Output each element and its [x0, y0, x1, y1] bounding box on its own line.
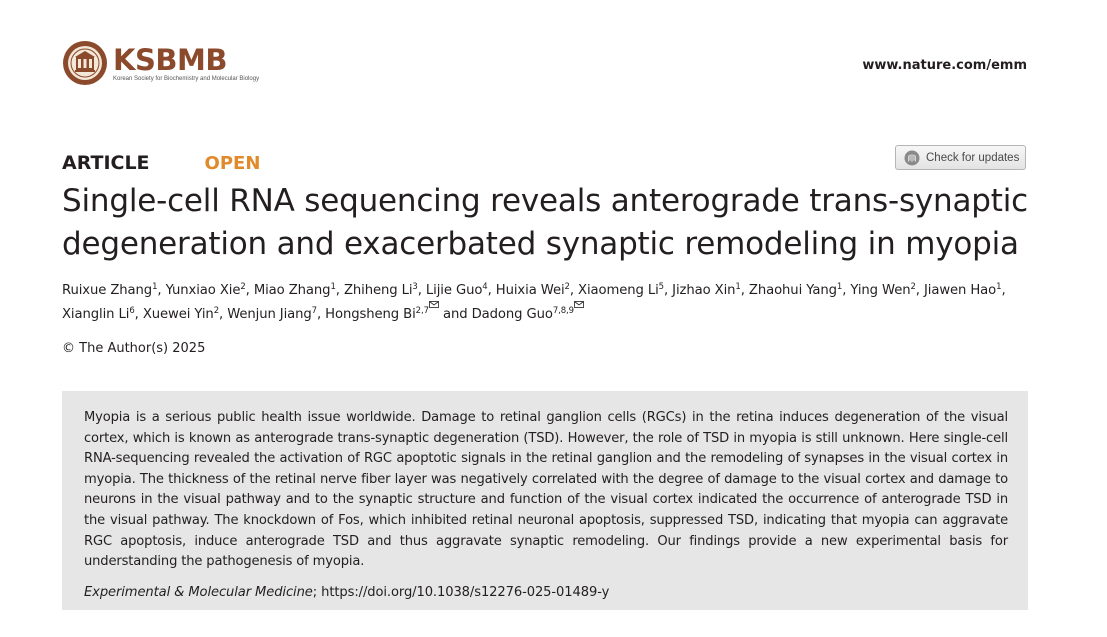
author-separator: ,	[569, 283, 579, 298]
abstract-text: Myopia is a serious public health issue worldwide. Damage to retinal ganglion cells (RGCs) in the retina induces degeneration of the visual cortex, which is known as anterograde trans-synaptic degeneration (TSD). However, the role of TSD in myopia is still unknown. Here single-cell RNA-sequencing revealed the activation of RGC apoptotic signals in the retinal ganglion and the remodeling of synapses in the visual cortex in myopia. The thickness of the retinal nerve fiber layer was negatively correlated with the degree of damage to the visual cortex and damage to neurons in the visual pathway and to the synaptic structure and function of the visual cortex indicated the occurrence of anterograde TSD in the visual pathway. The knockdown of Fos, which inhibited retinal neuronal apoptosis, suppressed TSD, indicating that myopia can aggravate RGC apoptosis, induce anterograde TSD and thus aggravate synaptic remodeling. Our findings provide a new experimental basis for understanding the pathogenesis of myopia.	[84, 410, 1008, 570]
author-name[interactable]: Ruixue Zhang	[62, 283, 153, 298]
email-icon[interactable]	[429, 301, 439, 308]
check-updates-icon	[904, 150, 920, 166]
author-separator: ,	[219, 307, 228, 322]
author-affiliation	[553, 306, 584, 316]
author-name[interactable]: Lijie Guo	[425, 283, 483, 298]
author-name[interactable]: Jiawen Hao	[923, 283, 997, 298]
author-name[interactable]: Jizhao Xin	[672, 283, 736, 298]
author-affiliation-number: 2	[910, 282, 916, 292]
citation-doi-link[interactable]: https://doi.org/10.1038/s12276-025-01489-y	[321, 584, 610, 600]
author-affiliation-number: 2	[240, 282, 246, 292]
author-name[interactable]: Huixia Wei	[495, 283, 565, 298]
logo-name-ks: KS	[113, 42, 156, 77]
author-affiliation-number: 1	[152, 282, 158, 292]
ksbmb-seal-icon	[62, 40, 108, 86]
author-separator: ,	[1001, 283, 1006, 298]
author-separator: ,	[245, 283, 254, 298]
abstract-box	[62, 391, 1028, 610]
author-separator: ,	[842, 283, 851, 298]
logo-subtitle: Korean Society for Biochemistry and Molecular Biology	[113, 75, 260, 82]
author-separator: ,	[487, 283, 496, 298]
author-name[interactable]: Dadong Guo	[471, 307, 553, 322]
article-label-row	[62, 152, 260, 174]
author-separator: ,	[134, 307, 143, 322]
author-affiliation-number: 5	[658, 282, 664, 292]
author-affiliation-number: 3	[412, 282, 418, 292]
author-affiliation-number: 1	[735, 282, 741, 292]
check-for-updates-button[interactable]	[895, 145, 1026, 170]
author-name[interactable]: Xiaomeng Li	[578, 283, 659, 298]
author-name[interactable]: Wenjun Jiang	[227, 307, 312, 322]
ksbmb-logo	[62, 40, 259, 86]
author-separator: ,	[740, 283, 749, 298]
check-updates-label: Check for updates	[926, 151, 1020, 164]
author-name[interactable]: Miao Zhang	[253, 283, 331, 298]
author-affiliation-number: 2	[564, 282, 570, 292]
open-access-label: OPEN	[204, 153, 261, 174]
author-affiliation-number: 6	[129, 306, 135, 316]
author-name[interactable]: Ying Wen	[850, 283, 911, 298]
author-name[interactable]: Xuewei Yin	[142, 307, 214, 322]
author-separator: ,	[915, 283, 924, 298]
author-name[interactable]: Zhaohui Yang	[748, 283, 837, 298]
citation-journal: Experimental & Molecular Medicine	[84, 584, 313, 600]
author-name[interactable]: Hongsheng Bi	[325, 307, 416, 322]
author-name[interactable]: Yunxiao Xie	[165, 283, 241, 298]
author-affiliation	[416, 306, 439, 316]
citation	[84, 585, 1008, 600]
article-type-label: ARTICLE	[62, 152, 150, 174]
author-separator: ,	[417, 283, 426, 298]
logo-name-bmb: BMB	[155, 42, 227, 77]
author-affiliation-number: 1	[330, 282, 336, 292]
email-icon[interactable]	[574, 301, 584, 308]
author-affiliation-number: 2	[213, 306, 219, 316]
citation-separator: ;	[312, 584, 322, 600]
article-title: Single-cell RNA sequencing reveals anterograde trans-synaptic degeneration and exacerbated synaptic remodeling in myopia	[62, 183, 1028, 262]
author-separator: ,	[663, 283, 673, 298]
author-list	[62, 281, 1037, 325]
author-separator: ,	[316, 307, 326, 322]
site-url[interactable]: www.nature.com/emm	[862, 58, 1027, 73]
author-affiliation-number: 7,8,9	[552, 306, 574, 316]
author-affiliation-number: 2,7	[415, 306, 429, 316]
copyright-notice: © The Author(s) 2025	[62, 341, 206, 356]
author-separator: ,	[157, 283, 166, 298]
author-affiliation-number: 1	[996, 282, 1002, 292]
author-name[interactable]: Zhiheng Li	[343, 283, 413, 298]
author-name[interactable]: Xianglin Li	[62, 307, 130, 322]
author-separator: ,	[335, 283, 344, 298]
author-affiliation-number: 7	[311, 306, 317, 316]
author-affiliation-number: 4	[482, 282, 488, 292]
author-affiliation-number: 1	[836, 282, 843, 292]
author-separator: and	[438, 307, 472, 322]
